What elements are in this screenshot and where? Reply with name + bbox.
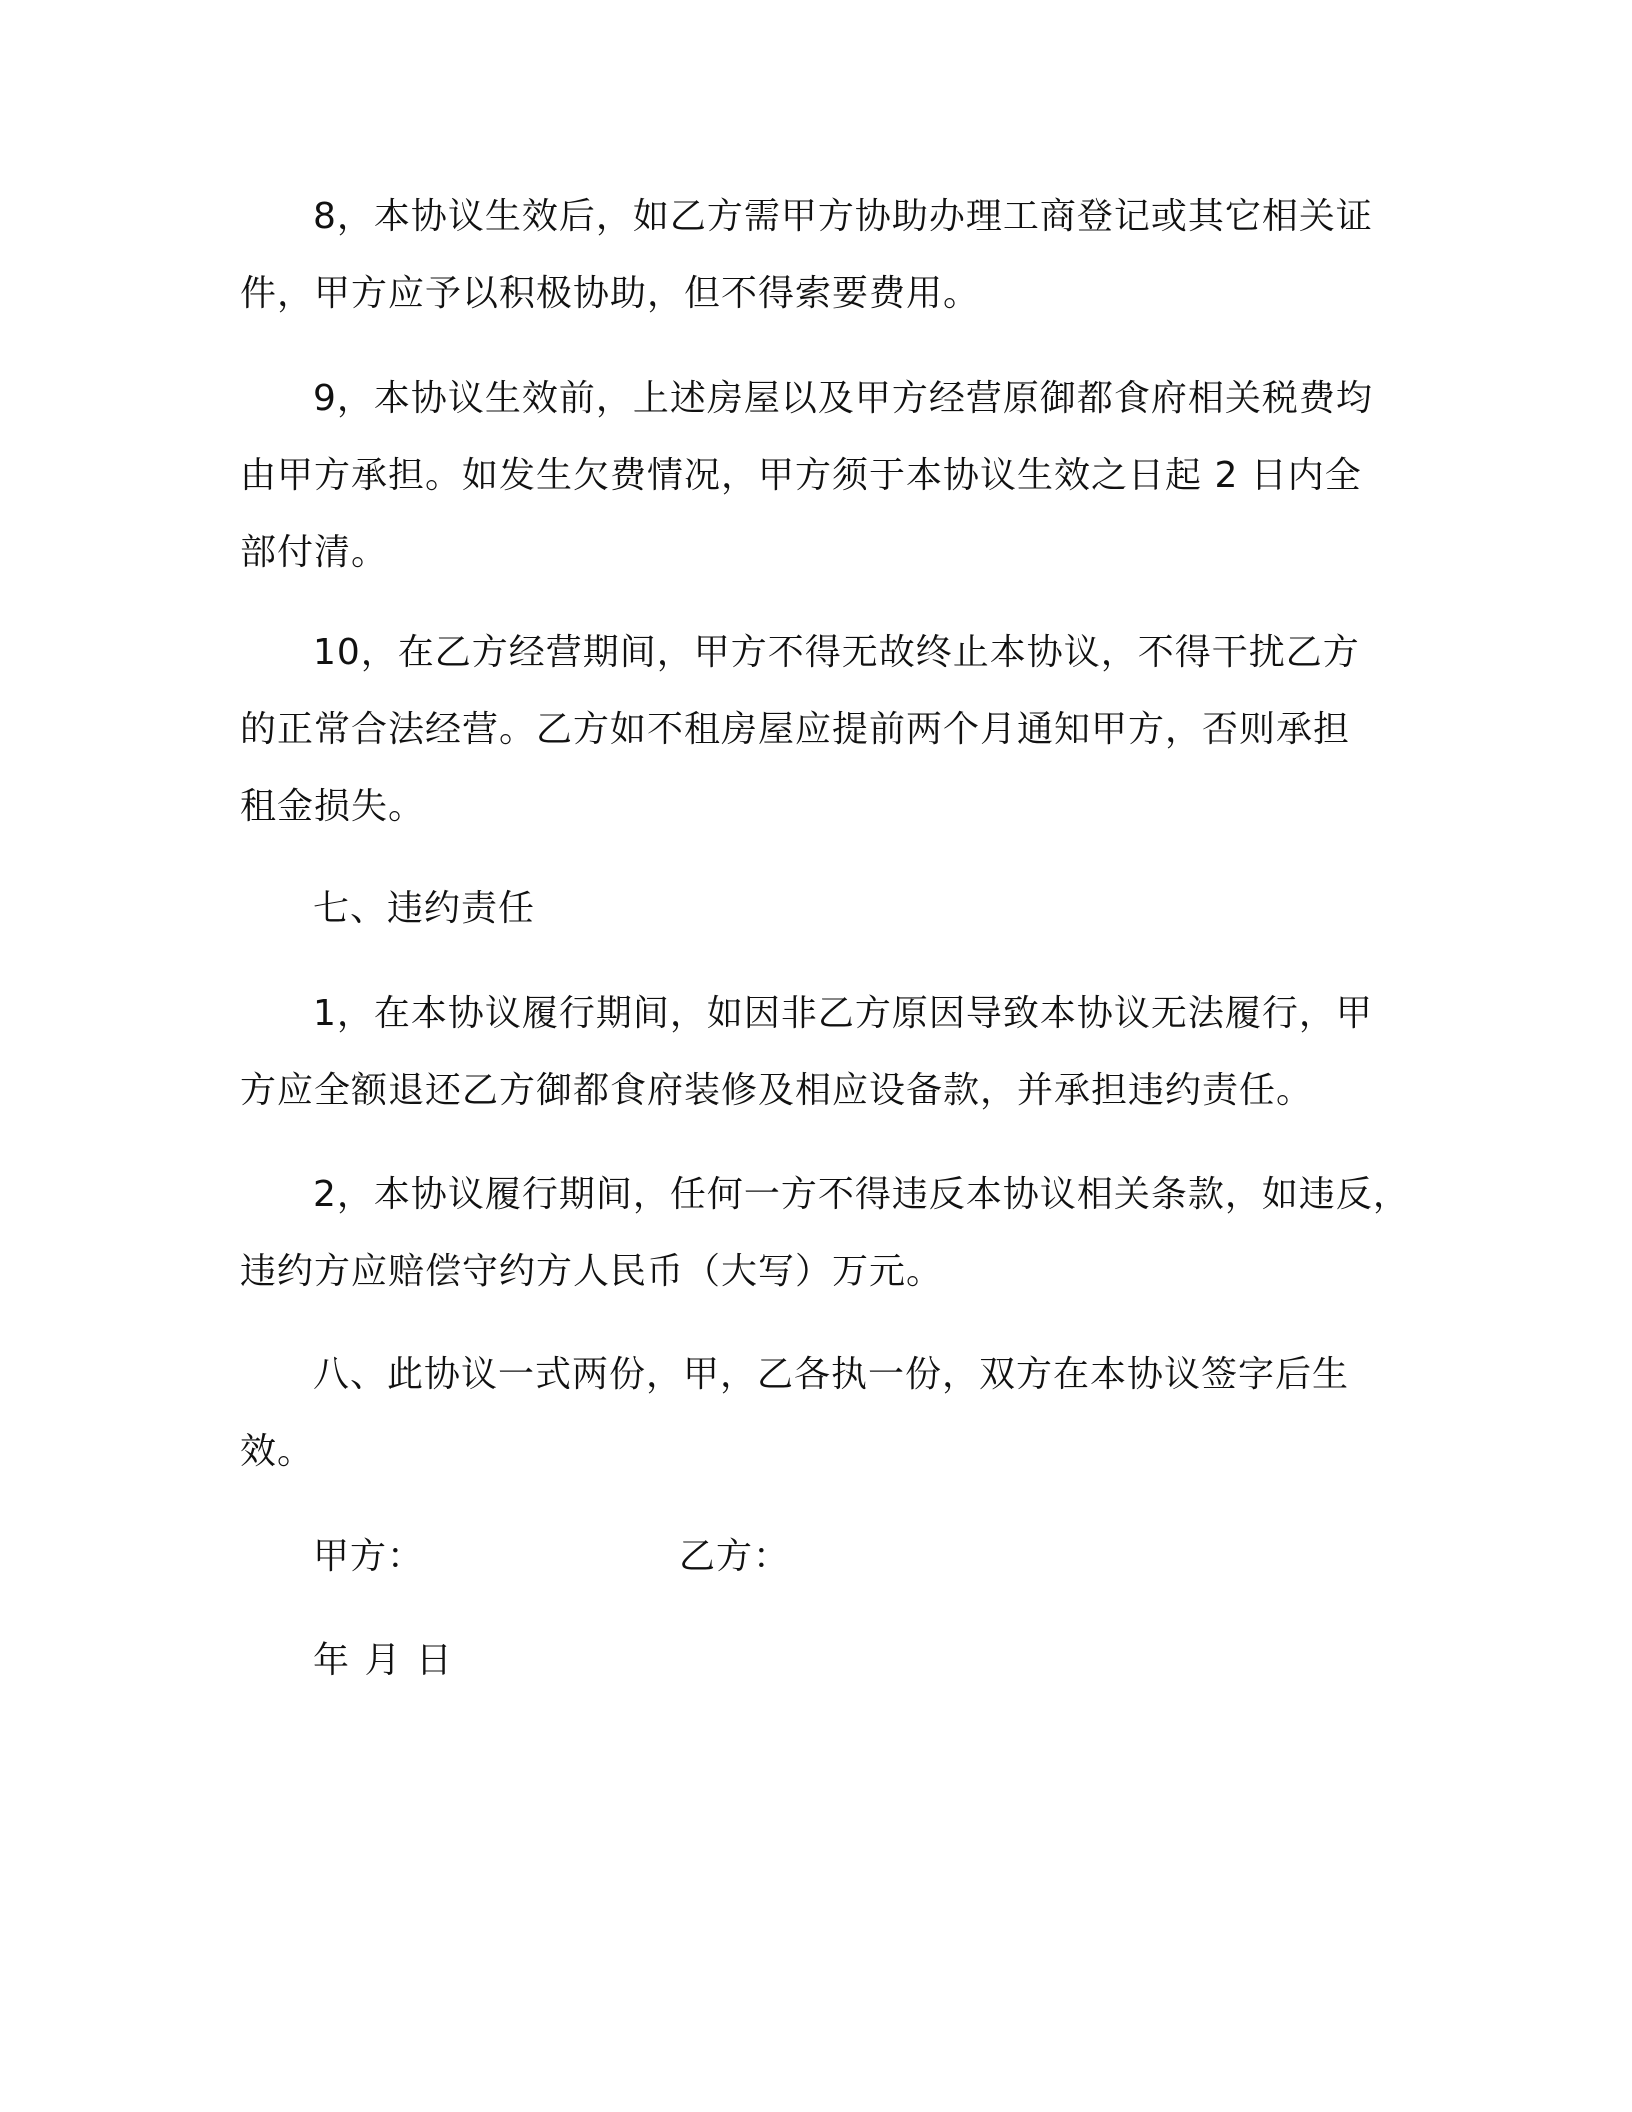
breach-clause-1-line-1: 1，在本协议履行期间，如因非乙方原因导致本协议无法履行，甲 — [313, 993, 1373, 1034]
breach-clause-2-paragraph — [240, 1156, 1410, 1310]
clause-10-line-2: 的正常合法经营。乙方如不租房屋应提前两个月通知甲方，否则承担 — [240, 709, 1351, 750]
section-7-heading: 七、违约责任 — [313, 888, 536, 929]
section-8-line-2: 效。 — [240, 1431, 315, 1472]
clause-9-line-3: 部付清。 — [240, 532, 389, 573]
clause-8-paragraph — [240, 178, 1400, 332]
party-b-signature-label: 乙方： — [679, 1536, 791, 1577]
date-line: 年 月 日 — [313, 1640, 453, 1681]
clause-10-line-3: 租金损失。 — [240, 786, 426, 827]
party-a-signature-label: 甲方： — [313, 1536, 425, 1577]
clause-9-paragraph — [240, 360, 1400, 591]
clause-10-line-1: 10，在乙方经营期间，甲方不得无故终止本协议，不得干扰乙方 — [313, 632, 1360, 673]
section-8-line-1: 八、此协议一式两份，甲，乙各执一份，双方在本协议签字后生 — [313, 1354, 1350, 1395]
breach-clause-1-paragraph — [240, 975, 1400, 1129]
breach-clause-1-line-2: 方应全额退还乙方御都食府装修及相应设备款，并承担违约责任。 — [240, 1070, 1314, 1111]
clause-8-line-2: 件，甲方应予以积极协助，但不得索要费用。 — [240, 273, 981, 314]
clause-8-line-1: 8，本协议生效后，如乙方需甲方协助办理工商登记或其它相关证 — [313, 196, 1373, 237]
clause-10-paragraph — [240, 614, 1400, 845]
breach-clause-2-line-2: 违约方应赔偿守约方人民币（大写）万元。 — [240, 1251, 944, 1292]
clause-9-line-2: 由甲方承担。如发生欠费情况，甲方须于本协议生效之日起 2 日内全 — [240, 455, 1362, 496]
section-8-paragraph — [240, 1336, 1400, 1490]
clause-9-line-1: 9，本协议生效前，上述房屋以及甲方经营原御都食府相关税费均 — [313, 378, 1373, 419]
breach-clause-2-line-1: 2，本协议履行期间，任何一方不得违反本协议相关条款，如违反， — [313, 1174, 1410, 1215]
